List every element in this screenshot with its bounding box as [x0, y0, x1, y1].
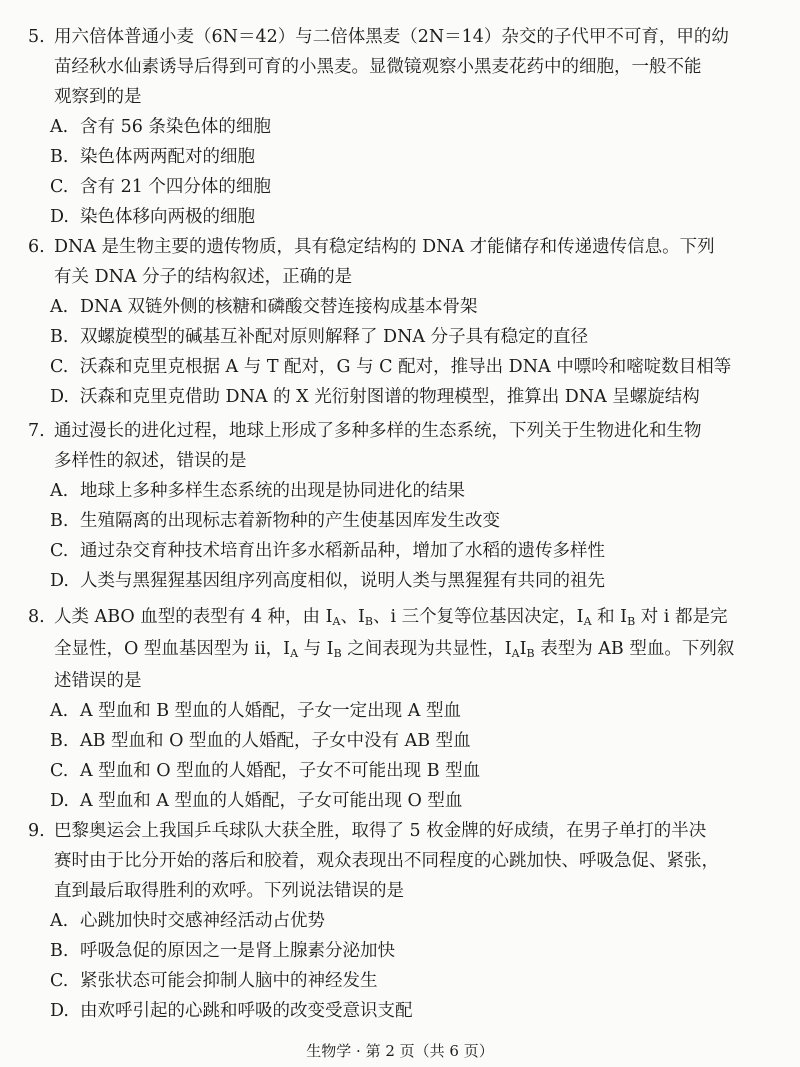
option-c: C. 紧张状态可能会抑制人脑中的神经发生 — [50, 971, 378, 991]
page-footer: 生物学 · 第 2 页（共 6 页） — [306, 1042, 494, 1060]
option-d: D. A 型血和 A 型血的人婚配，子女可能出现 O 型血 — [50, 791, 463, 811]
question-8 — [28, 602, 788, 816]
option-d: D. 染色体移向两极的细胞 — [50, 207, 255, 227]
question-number: 5. — [28, 27, 45, 47]
question-7 — [28, 416, 788, 596]
question-stem-line: 全显性，O 型血基因型为 ii，IA 与 IB 之间表现为共显性，IAIB 表型为 AB 型血。下列叙 — [54, 639, 735, 660]
option-c: C. 沃森和克里克根据 A 与 T 配对，G 与 C 配对，推导出 DNA 中嘌呤和嘧啶数目相等 — [50, 357, 732, 377]
question-number: 6. — [28, 237, 45, 257]
question-stem-line: 观察到的是 — [54, 87, 142, 107]
option-b: B. 生殖隔离的出现标志着新物种的产生使基因库发生改变 — [50, 511, 500, 531]
question-stem-line: 多样性的叙述，错误的是 — [54, 451, 247, 471]
option-d: D. 沃森和克里克借助 DNA 的 X 光衍射图谱的物理模型，推算出 DNA 呈螺旋结构 — [50, 387, 700, 407]
question-stem-line: 直到最后取得胜利的欢呼。下列说法错误的是 — [54, 881, 404, 901]
option-a: A. 含有 56 条染色体的细胞 — [50, 117, 271, 137]
question-number: 9. — [28, 821, 45, 841]
option-a: A. 心跳加快时交感神经活动占优势 — [50, 911, 325, 931]
question-number: 8. — [28, 607, 45, 627]
option-b: B. 染色体两两配对的细胞 — [50, 147, 255, 167]
question-stem-line: 述错误的是 — [54, 671, 142, 691]
question-stem-line: 苗经秋水仙素诱导后得到可育的小黑麦。显微镜观察小黑麦花药中的细胞，一般不能 — [54, 57, 702, 77]
question-stem-line: 通过漫长的进化过程，地球上形成了多种多样的生态系统，下列关于生物进化和生物 — [54, 421, 702, 441]
question-6 — [28, 232, 788, 412]
option-a: A. 地球上多种多样生态系统的出现是协同进化的结果 — [50, 481, 465, 501]
question-stem-line: 用六倍体普通小麦（6N＝42）与二倍体黑麦（2N＝14）杂交的子代甲不可育，甲的幼 — [54, 27, 729, 47]
question-stem-line: 有关 DNA 分子的结构叙述，正确的是 — [54, 267, 353, 287]
question-stem-line: 赛时由于比分开始的落后和胶着，观众表现出不同程度的心跳加快、呼吸急促、紧张， — [54, 851, 719, 871]
option-c: C. 含有 21 个四分体的细胞 — [50, 177, 271, 197]
question-stem-line: 8. 人类 ABO 血型的表型有 4 种，由 IA、IB、i 三个复等位基因决定，IA 和 IB 对 i 都是完 — [28, 602, 788, 634]
option-c: C. A 型血和 O 型血的人婚配，子女不可能出现 B 型血 — [50, 761, 481, 781]
option-a: A. DNA 双链外侧的核糖和磷酸交替连接构成基本骨架 — [50, 297, 478, 317]
option-b: B. AB 型血和 O 型血的人婚配，子女中没有 AB 型血 — [50, 731, 471, 751]
option-d: D. 由欢呼引起的心跳和呼吸的改变受意识支配 — [50, 1001, 413, 1021]
option-d: D. 人类与黑猩猩基因组序列高度相似，说明人类与黑猩猩有共同的祖先 — [50, 571, 605, 591]
question-stem-line: DNA 是生物主要的遗传物质，具有稳定结构的 DNA 才能储存和传递遗传信息。下列 — [54, 237, 715, 257]
question-9 — [28, 816, 788, 1026]
option-b: B. 双螺旋模型的碱基互补配对原则解释了 DNA 分子具有稳定的直径 — [50, 327, 589, 347]
question-stem-line: 巴黎奥运会上我国乒乓球队大获全胜，取得了 5 枚金牌的好成绩，在男子单打的半决 — [54, 821, 707, 841]
option-c: C. 通过杂交育种技术培育出许多水稻新品种，增加了水稻的遗传多样性 — [50, 541, 605, 561]
option-a: A. A 型血和 B 型血的人婚配，子女一定出现 A 型血 — [50, 701, 461, 721]
question-5 — [28, 22, 788, 232]
option-b: B. 呼吸急促的原因之一是肾上腺素分泌加快 — [50, 941, 395, 961]
question-number: 7. — [28, 421, 45, 441]
